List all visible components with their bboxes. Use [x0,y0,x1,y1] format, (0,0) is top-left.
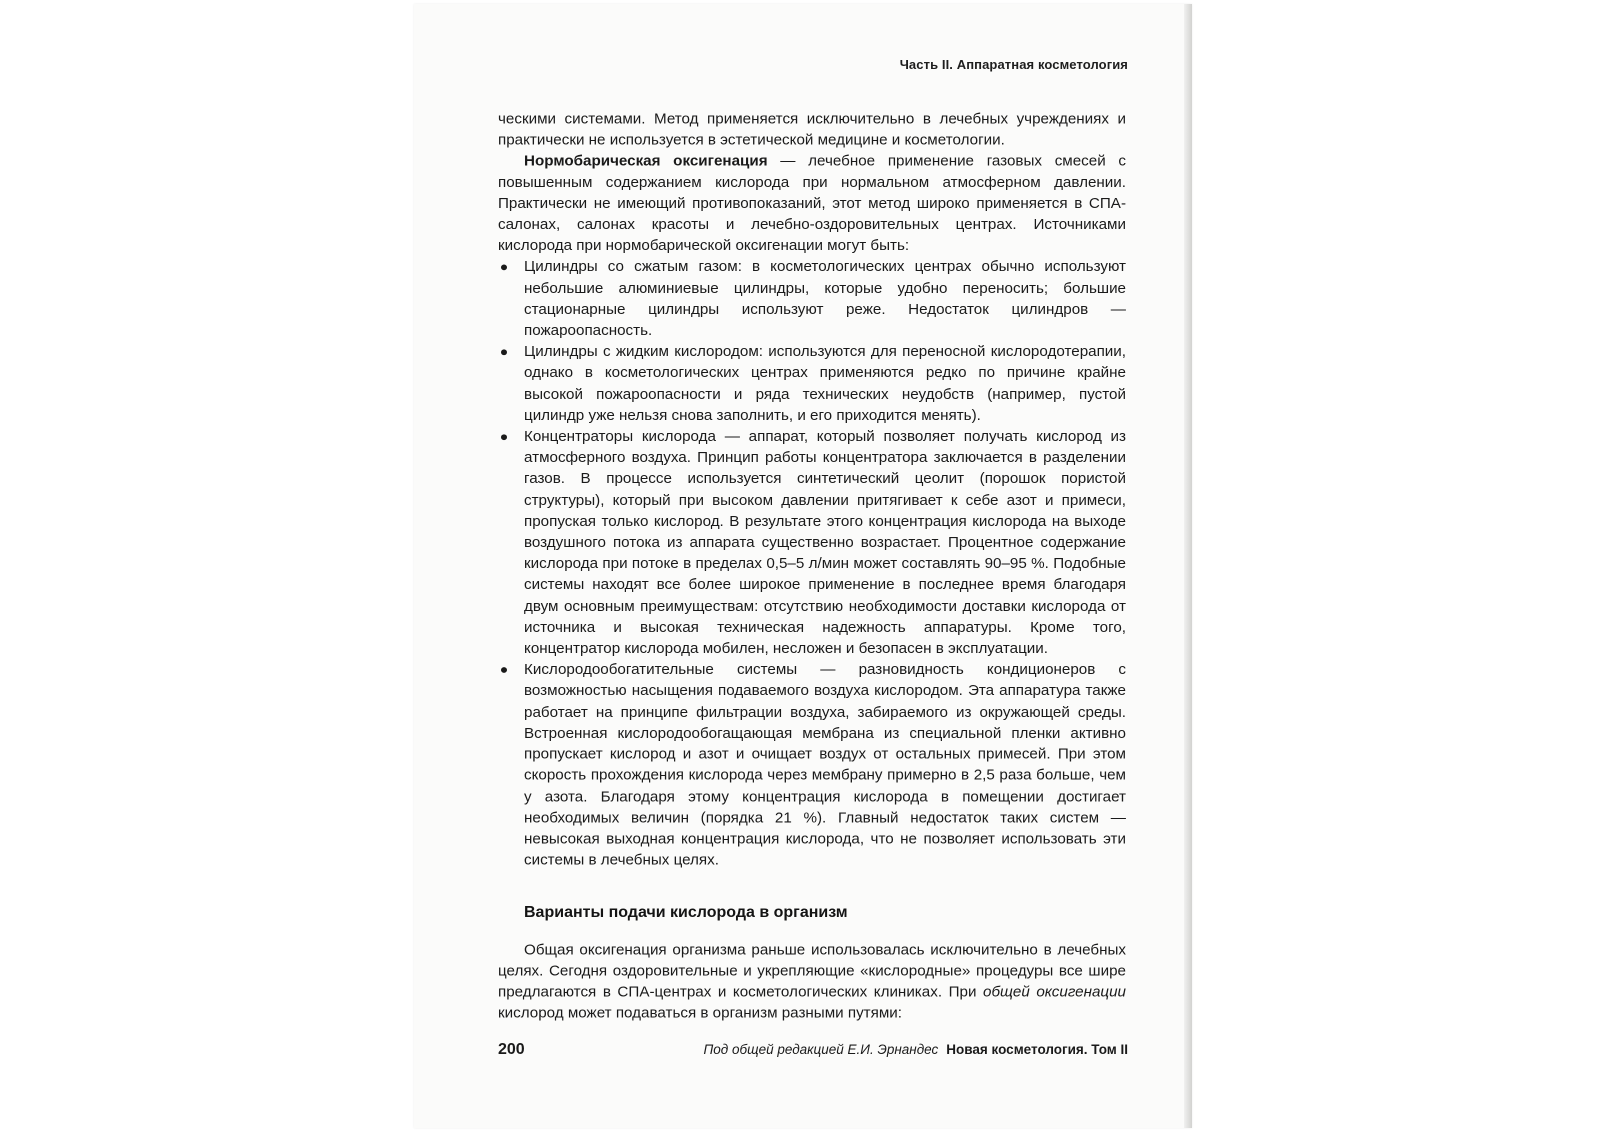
list-item [498,427,1126,660]
book-page [414,4,1192,1128]
normobaric-paragraph [498,151,1126,257]
final-text-after: кислород может подаваться в организм разными путями: [498,1005,903,1022]
section-heading: Варианты подачи кислорода в организм [524,905,848,922]
bullet-icon [501,434,507,440]
list-item [498,257,1126,342]
body-text [498,109,1126,1024]
normobaric-text: — лечебное применение газовых смесей с повышенным содержанием кислорода при нормальном атмосферном давлении. Практически не имеющий противопоказаний, этот метод широко применяется в СПА-салонах, салонах красоты и лечебно-оздоровительных центрах. Источниками кислорода при нормобарической оксигенации могут быть: [498,153,1126,255]
final-paragraph [498,940,1126,1025]
bullet-icon [501,667,507,673]
page-number: 200 [498,1041,525,1058]
page-edge-shadow [1184,4,1192,1128]
footer-editor: Под общей редакцией Е.И. Эрнандес [703,1042,939,1057]
footer-book-title: Новая косметология. Том II [946,1042,1128,1057]
bullet-icon [501,265,507,271]
list-item-text: Кислородообогатительные системы — разновидность кондиционеров с возможностью насыщения подаваемого воздуха кислородом. Эта аппаратура также работает на принципе фильтрации воздуха, забираемого из окружающей среды. Встроенная кислородообогащающая мембрана из специальной пленки активно пропускает кислород и азот и очищает воздух от остальных примесей. При этом скорость прохождения кислорода через мембрану примерно в 2,5 раза больше, чем у азота. Благодаря этому концентрация кислорода в помещении достигает необходимых величин (порядка 21 %). Главный недостаток таких систем — невысокая выходная концентрация кислорода, что не позволяет использовать эти системы в лечебных целях. [524,661,1126,869]
final-text-before: Общая оксигенация организма раньше использовалась исключительно в лечебных целях. Сегодня оздоровительные и укрепляющие «кислородные» процедуры все шире предлагаются в СПА-центрах и косметологических клиниках. При [498,941,1126,1001]
list-item-text: Концентраторы кислорода — аппарат, который позволяет получать кислород из атмосферного воздуха. Принцип работы концентратора заключается в разделении газов. В процессе используется синтетический цеолит (порошок пористой структуры), который при высоком давлении притягивает к себе азот и примеси, пропуская только кислород. В результате этого концентрация кислорода на выходе воздушного потока из аппарата существенно возрастает. Процентное содержание кислорода при потоке в пределах 0,5–5 л/мин может составлять 90–95 %. Подобные системы находят все более широкое применение в последнее время благодаря двум основным преимуществам: отсутствию необходимости доставки кислорода от источника и высокая техническая надежность аппаратуры. Кроме того, концентратор кислорода мобилен, несложен и безопасен в эксплуатации. [524,428,1126,657]
list-item-text: Цилиндры с жидким кислородом: используются для переносной кислородотерапии, однако в косметологических центрах применяются редко по причине крайне высокой пожароопасности и ряда технических неудобств (например, пустой цилиндр уже нельзя снова заполнить, и его приходится менять). [524,343,1126,424]
oxygen-sources-list [498,257,1126,871]
list-item [498,660,1126,872]
normobaric-term: Нормобарическая оксигенация [524,153,768,170]
footer-credits [703,1042,1128,1057]
final-text-italic: общей оксигенации [983,983,1126,1001]
bullet-icon [501,350,507,356]
running-head: Часть II. Аппаратная косметология [899,57,1128,72]
list-item-text: Цилиндры со сжатым газом: в косметологических центрах обычно используют небольшие алюминиевые цилиндры, которые удобно переносить; большие стационарные цилиндры используют реже. Недостаток цилиндров — пожароопасность. [524,259,1126,339]
list-item [498,342,1126,427]
intro-paragraph: ческими системами. Метод применяется исключительно в лечебных учреждениях и практически не используется в эстетической медицине и косметологии. [498,110,1126,149]
